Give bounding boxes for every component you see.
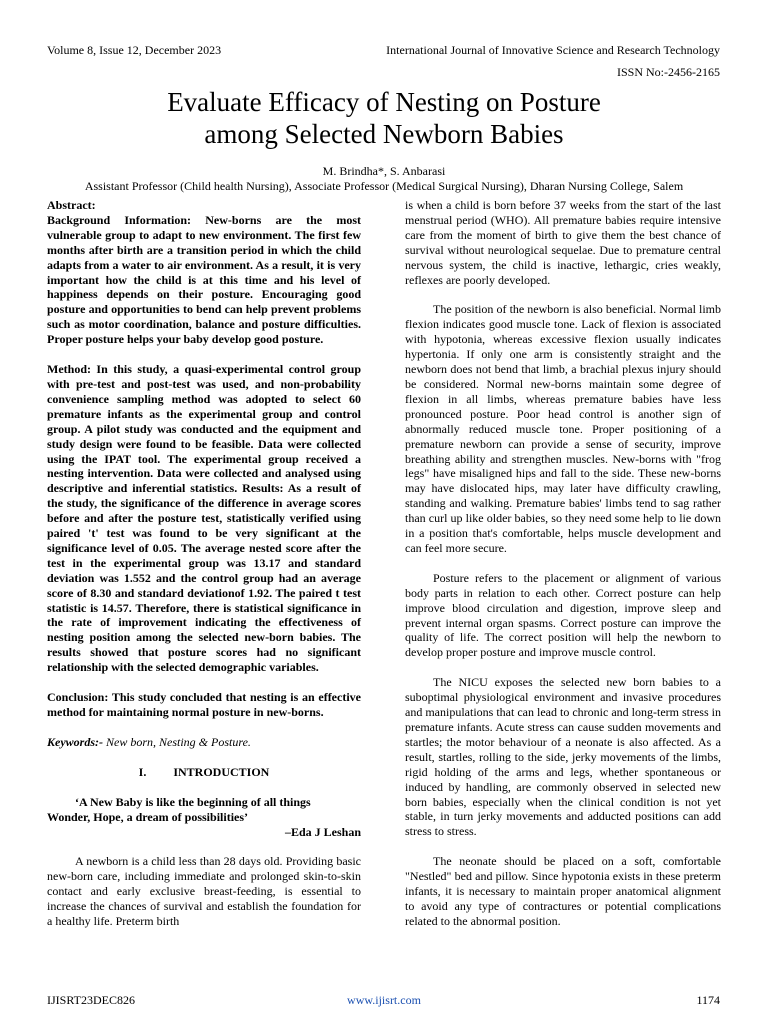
abstract-conclusion: Conclusion: This study concluded that nesting is an effective method for maintaining normal posture in new-borns. — [47, 690, 361, 719]
body-paragraph-4: The NICU exposes the selected new born babies to a suboptimal physiological environment and invasive procedures and manipulations that can lead to chronic and long-term stress in premature infants. Acute stress can cause sudden movements and startles; the motor behaviour of a neonate is also affected. As a result, startles, rolling to the side, jerky movements of the limbs, rigid holding of the arms and legs, whether spontaneous or induced by handling, are commonly observed in selected new born babies, especially when the clinical condition is not yet stable, in turn jerky movements and adducted positions can add stress to stress. — [405, 675, 721, 839]
footer-website-link[interactable]: www.ijisrt.com — [347, 993, 421, 1007]
body-paragraph-5: The neonate should be placed on a soft, comfortable "Nestled" bed and pillow. Since hypotonia exists in these preterm infants, it is necessary to maintain proper anatomical alignment to avoid any type of contractures or potential complications related to the abnormal position. — [405, 854, 721, 928]
body-paragraph-1: is when a child is born before 37 weeks from the start of the last menstrual period (WHO). All premature babies require intensive care from the moment of birth to give them the best chance of survival without neurological sequelae. Due to premature central nervous system, the child is inactive, lethargic, cries weakly, reflexes are poorly developed. — [405, 198, 721, 287]
epigraph-line-2: Wonder, Hope, a dream of possibilities’ — [47, 809, 249, 824]
epigraph-line-1: ‘A New Baby is like the beginning of all things — [75, 794, 311, 809]
keywords-list: New born, Nesting & Posture. — [106, 734, 251, 749]
footer-paper-id: IJISRT23DEC826 — [47, 993, 135, 1007]
epigraph-attribution: –Eda J Leshan — [284, 824, 361, 839]
abstract-background: Background Information: New-borns are the most vulnerable group to adapt to new environment. The first few months after birth are a transition period in which the child adapts from a water to air environment. As a result, it is very important how the child is at this time and his level of happiness depends on their posture. Encouraging good posture and opportunities to bend can help prevent problems such as motor coordination, balance and posture difficulties. Proper posture helps your baby develop good posture. — [47, 212, 361, 347]
keywords — [47, 735, 361, 750]
body-paragraph-2: The position of the newborn is also beneficial. Normal limb flexion indicates good muscle tone. Lack of flexion is associated with hypotonia, whereas excessive flexion usually indicates hypertonia. If only one arm is consistently straight and the newborn does not bend that limb, a brachial plexus injury should be considered. Normal new-borns maintain some degree of flexion in all limbs, whereas premature babies have less pronounced posture. Poor head control is another sign of abnormally reduced muscle tone. Proper positioning of a premature newborn can provide a sense of security, improve breathing ability and strengthen muscles. New-borns with "frog legs" have misaligned hips and fall to the side. These new-borns may have dislocated hips, may later have difficulty crawling, standing and walking. Premature babies' limbs tend to sag rather than curl up like older babies, so they need some help to lie down in a position that's comfortable, helps muscle development and can feel more secure. — [405, 302, 721, 555]
affiliation: Assistant Professor (Child health Nursing), Associate Professor (Medical Surgical Nursing), Dharan Nursing College, Salem — [84, 179, 684, 193]
paper-title — [0, 86, 768, 150]
running-header-journal: International Journal of Innovative Science and Research Technology — [386, 43, 720, 57]
running-header-volume: Volume 8, Issue 12, December 2023 — [47, 43, 222, 57]
title-line-1: Evaluate Efficacy of Nesting on Posture — [167, 87, 601, 117]
title-line-2: among Selected Newborn Babies — [204, 119, 564, 149]
footer-page-number: 1174 — [696, 993, 720, 1007]
abstract-method: Method: In this study, a quasi-experimental control group with pre-test and post-test was used, and non-probability convenience sampling method was adopted to select 60 premature infants as the experimental group and control group. A pilot study was conducted and the equipment and study design were found to be feasible. Data were collected using the IPAT tool. The experimental group received a nesting intervention. Data were collected and analysed using descriptive and inferential statistics. Results: As a result of the study, the significance of the difference in average scores before and after the posture test, statistically verified using paired 't' test was found to be very significant at the significance level of 0.05. The average nested score after the test in the experimental group was 13.17 and standard deviation was 1.552 and the control group had an average score of 8.30 and standard deviationof 1.92. The paired t test statistic is 14.57. Therefore, there is statistical significance in the rate of improvement indicating the effectiveness of nesting position among the selected new-born babies. The results showed that posture scores had no significant relationship with the selected demographic variables. — [47, 362, 361, 675]
keywords-label: Keywords:- — [47, 734, 103, 749]
abstract-heading: Abstract: — [47, 198, 96, 212]
authors: M. Brindha*, S. Anbarasi — [322, 164, 446, 178]
left-column — [47, 198, 361, 929]
right-column — [405, 198, 721, 929]
running-header-issn: ISSN No:-2456-2165 — [616, 65, 720, 79]
section-heading-introduction: I. INTRODUCTION — [138, 764, 270, 779]
intro-paragraph: A newborn is a child less than 28 days old. Providing basic new-born care, including immediate and prolonged skin-to-skin contact and early exclusive breast-feeding, is essential to increase the chances of survival and establish the foundation for a healthy life. Preterm birth — [47, 854, 361, 929]
body-paragraph-3: Posture refers to the placement or alignment of various body parts in relation to each other. Correct posture can help improve blood circulation and digestion, improve sleep and prevent internal organ spasms. Correct posture can improve the quality of life. The correct position will help the newborn to develop proper posture and improve muscle control. — [405, 570, 721, 660]
